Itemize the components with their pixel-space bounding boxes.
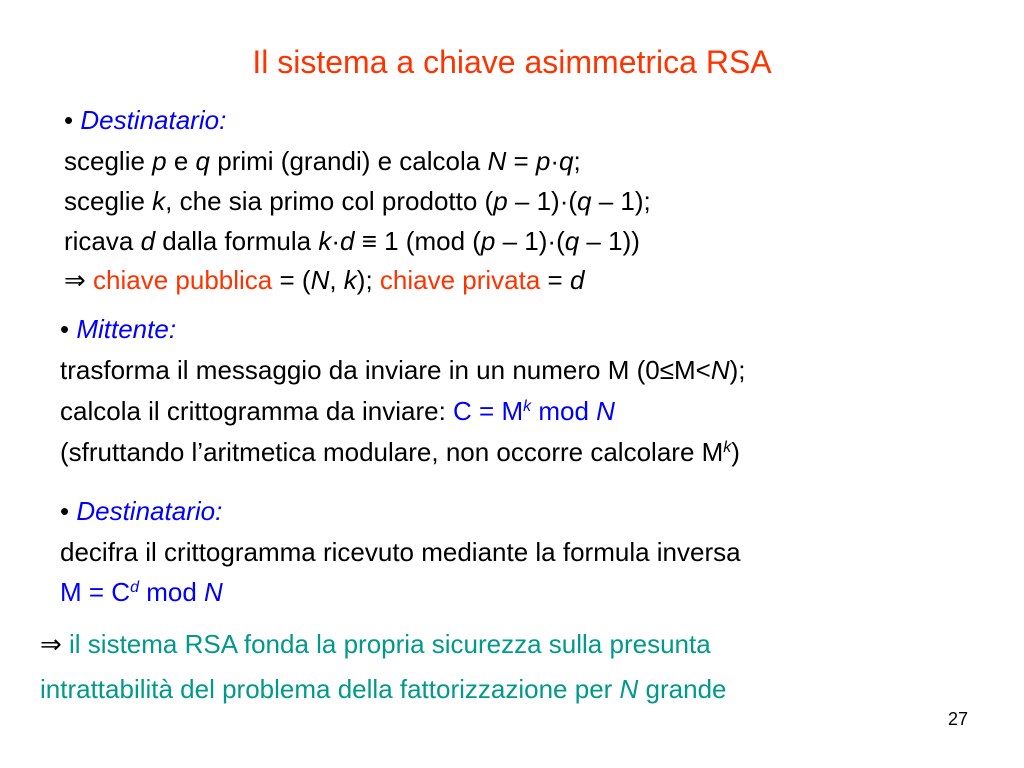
implies-arrow: ⇒ [40,629,62,659]
encryption-formula: $C = M^k$ mod N [453,396,615,426]
section1-line1: sceglie p e q primi (grandi) e calcola N = p·q; [64,146,581,176]
section3-heading-line [60,495,222,527]
section2-line3: (sfruttando l’aritmetica modulare, non occorre calcolare $M^k$) [60,437,740,467]
section2-line2: calcola il crittogramma da inviare: $C = M^k$ mod N [60,396,615,426]
slide-title: Il sistema a chiave asimmetrica RSA [252,44,772,80]
private-key-label: chiave privata [379,265,541,295]
bullet: • [64,105,74,135]
implies-arrow: ⇒ [64,265,86,295]
bullet: • [60,496,70,526]
page-number: 27 [947,709,968,729]
section1-heading-line [64,104,226,136]
section1-keys-line: ⇒ chiave pubblica = (N, k); chiave privata = d [64,265,585,295]
section-heading: Destinatario: [76,496,223,526]
section-heading: Destinatario: [80,105,227,135]
section1-line2: sceglie k, che sia primo col prodotto (p – 1)·(q – 1); [64,186,651,216]
decryption-formula: $M = C^d$ mod N [60,577,223,607]
conclusion-line1: ⇒ il sistema RSA fonda la propria sicurezza sulla presunta [40,629,711,659]
section3-line1: decifra il crittogramma ricevuto mediante la formula inversa [60,537,741,567]
section2-line1: trasforma il messaggio da inviare in un numero M (0≤M<N); [60,355,746,385]
section1-line3: ricava d dalla formula k·d ≡ 1 (mod (p – 1)·(q – 1)) [64,226,640,256]
public-key-label: chiave pubblica [93,265,273,295]
section-heading: Mittente: [76,314,177,344]
bullet: • [60,314,70,344]
section2-heading-line [60,313,176,345]
conclusion-line2: intrattabilità del problema della fattorizzazione per N grande [40,674,727,704]
